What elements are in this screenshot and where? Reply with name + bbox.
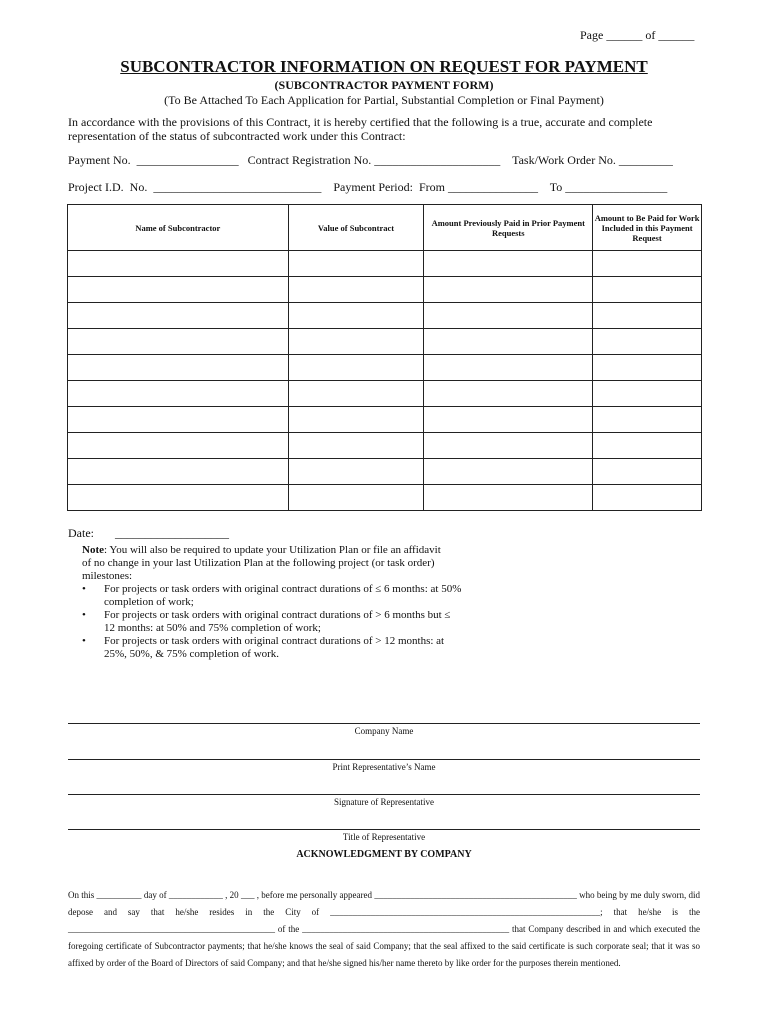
project-fields-row[interactable]: Project I.D. No. ____________________________ Payment Period: From _______________ To _________________ xyxy=(68,180,668,194)
table-cell[interactable] xyxy=(68,355,289,381)
table-cell[interactable] xyxy=(288,355,424,381)
form-title: SUBCONTRACTOR INFORMATION ON REQUEST FOR PAYMENT xyxy=(120,57,648,76)
form-instructions: (To Be Attached To Each Application for Partial, Substantial Completion or Final Payment) xyxy=(164,93,604,107)
table-cell[interactable] xyxy=(424,459,593,485)
table-cell[interactable] xyxy=(424,381,593,407)
signature-line[interactable] xyxy=(68,794,700,795)
table-cell[interactable] xyxy=(288,459,424,485)
table-cell[interactable] xyxy=(68,433,289,459)
table-cell[interactable] xyxy=(288,277,424,303)
list-item-text: For projects or task orders with original contract durations of ≤ 6 months: at 50% completion of work; xyxy=(104,583,462,608)
table-cell[interactable] xyxy=(424,485,593,511)
list-item xyxy=(82,635,462,661)
table-cell[interactable] xyxy=(288,485,424,511)
header-amount-to-be-paid: Amount to Be Paid for Work Included in this Payment Request xyxy=(593,205,702,251)
bullet-icon: • xyxy=(82,609,86,621)
table-cell[interactable] xyxy=(593,329,702,355)
table-cell[interactable] xyxy=(593,381,702,407)
print-name-line[interactable] xyxy=(68,759,700,760)
form-subtitle: (SUBCONTRACTOR PAYMENT FORM) xyxy=(274,78,494,92)
table-cell[interactable] xyxy=(424,277,593,303)
signature-label: Signature of Representative xyxy=(334,797,434,807)
table-cell[interactable] xyxy=(424,433,593,459)
table-cell[interactable] xyxy=(68,381,289,407)
table-row xyxy=(68,329,702,355)
table-cell[interactable] xyxy=(424,355,593,381)
title-line[interactable] xyxy=(68,829,700,830)
table-cell[interactable] xyxy=(593,485,702,511)
note-label: Note xyxy=(82,544,104,556)
list-item xyxy=(82,609,462,635)
company-name-label: Company Name xyxy=(354,726,414,736)
acknowledgment-body: On this __________ day of ____________ , 20 ___ , before me personally appeared _____________________________________________ who being by me duly sworn, did depose and say that he/she resides in the City of ____________________________________________________________; that he/she is the ______________________________________________ of the ______________________________________________ that Company described in and which executed the foregoing certificate of Subcontractor payments; that he/she knows the seal of said Company; that the seal affixed to the said certificate is such corporate seal; that it was so affixed by order of the Board of Directors of said Company; and that he/she signed his/her name thereto by like order for the purposes therein mentioned. xyxy=(68,890,700,968)
table-cell[interactable] xyxy=(593,251,702,277)
table-cell[interactable] xyxy=(288,407,424,433)
bullet-icon: • xyxy=(82,583,86,595)
header-amount-previously-paid: Amount Previously Paid in Prior Payment Requests xyxy=(424,205,593,251)
table-cell[interactable] xyxy=(288,251,424,277)
table-cell[interactable] xyxy=(424,329,593,355)
table-cell[interactable] xyxy=(288,433,424,459)
list-item-text: For projects or task orders with original contract durations of > 6 months but ≤ 12 months: at 50% and 75% completion of work; xyxy=(104,609,451,634)
table-cell[interactable] xyxy=(593,355,702,381)
acknowledgment-heading: ACKNOWLEDGMENT BY COMPANY xyxy=(296,849,472,860)
table-cell[interactable] xyxy=(593,407,702,433)
table-cell[interactable] xyxy=(288,381,424,407)
table-row xyxy=(68,485,702,511)
table-header-row xyxy=(68,205,702,251)
table-cell[interactable] xyxy=(424,251,593,277)
list-item xyxy=(82,583,462,609)
table-row xyxy=(68,303,702,329)
table-cell[interactable] xyxy=(68,251,289,277)
table-cell[interactable] xyxy=(68,407,289,433)
header-subcontract-value: Value of Subcontract xyxy=(288,205,424,251)
table-cell[interactable] xyxy=(68,459,289,485)
table-row xyxy=(68,277,702,303)
header-subcontractor-name: Name of Subcontractor xyxy=(68,205,289,251)
table-cell[interactable] xyxy=(424,407,593,433)
list-item-text: For projects or task orders with original contract durations of > 12 months: at 25%, 50%, & 75% completion of work. xyxy=(104,635,445,660)
table-cell[interactable] xyxy=(593,277,702,303)
table-cell[interactable] xyxy=(288,303,424,329)
table-row xyxy=(68,407,702,433)
bullet-icon: • xyxy=(82,635,86,647)
table-cell[interactable] xyxy=(68,329,289,355)
table-cell[interactable] xyxy=(593,303,702,329)
print-name-label: Print Representative’s Name xyxy=(332,762,436,772)
note-text: : You will also be required to update your Utilization Plan or file an affidavit of no change in your last Utilization Plan at the following project (or task order) milestones: xyxy=(82,544,441,582)
table-cell[interactable] xyxy=(68,303,289,329)
table-cell[interactable] xyxy=(288,329,424,355)
table-row xyxy=(68,459,702,485)
table-row xyxy=(68,381,702,407)
table-cell[interactable] xyxy=(424,303,593,329)
subcontractor-table xyxy=(67,204,702,511)
table-cell[interactable] xyxy=(593,459,702,485)
page-number: Page ______ of ______ xyxy=(580,28,695,42)
date-field[interactable]: Date: ___________________ xyxy=(68,526,229,540)
table-cell[interactable] xyxy=(593,433,702,459)
table-cell[interactable] xyxy=(68,277,289,303)
certification-text: In accordance with the provisions of this Contract, it is hereby certified that the following is a true, accurate and complete representation of the status of subcontracted work under this Contract: xyxy=(68,115,653,143)
table-row xyxy=(68,433,702,459)
milestone-list xyxy=(82,583,462,661)
company-name-line[interactable] xyxy=(68,723,700,724)
table-cell[interactable] xyxy=(68,485,289,511)
payment-fields-row[interactable]: Payment No. _________________ Contract Registration No. _____________________ Task/Work Order No. _________ xyxy=(68,153,673,167)
table-row xyxy=(68,251,702,277)
title-label: Title of Representative xyxy=(342,832,426,842)
table-row xyxy=(68,355,702,381)
note-paragraph xyxy=(82,544,442,583)
